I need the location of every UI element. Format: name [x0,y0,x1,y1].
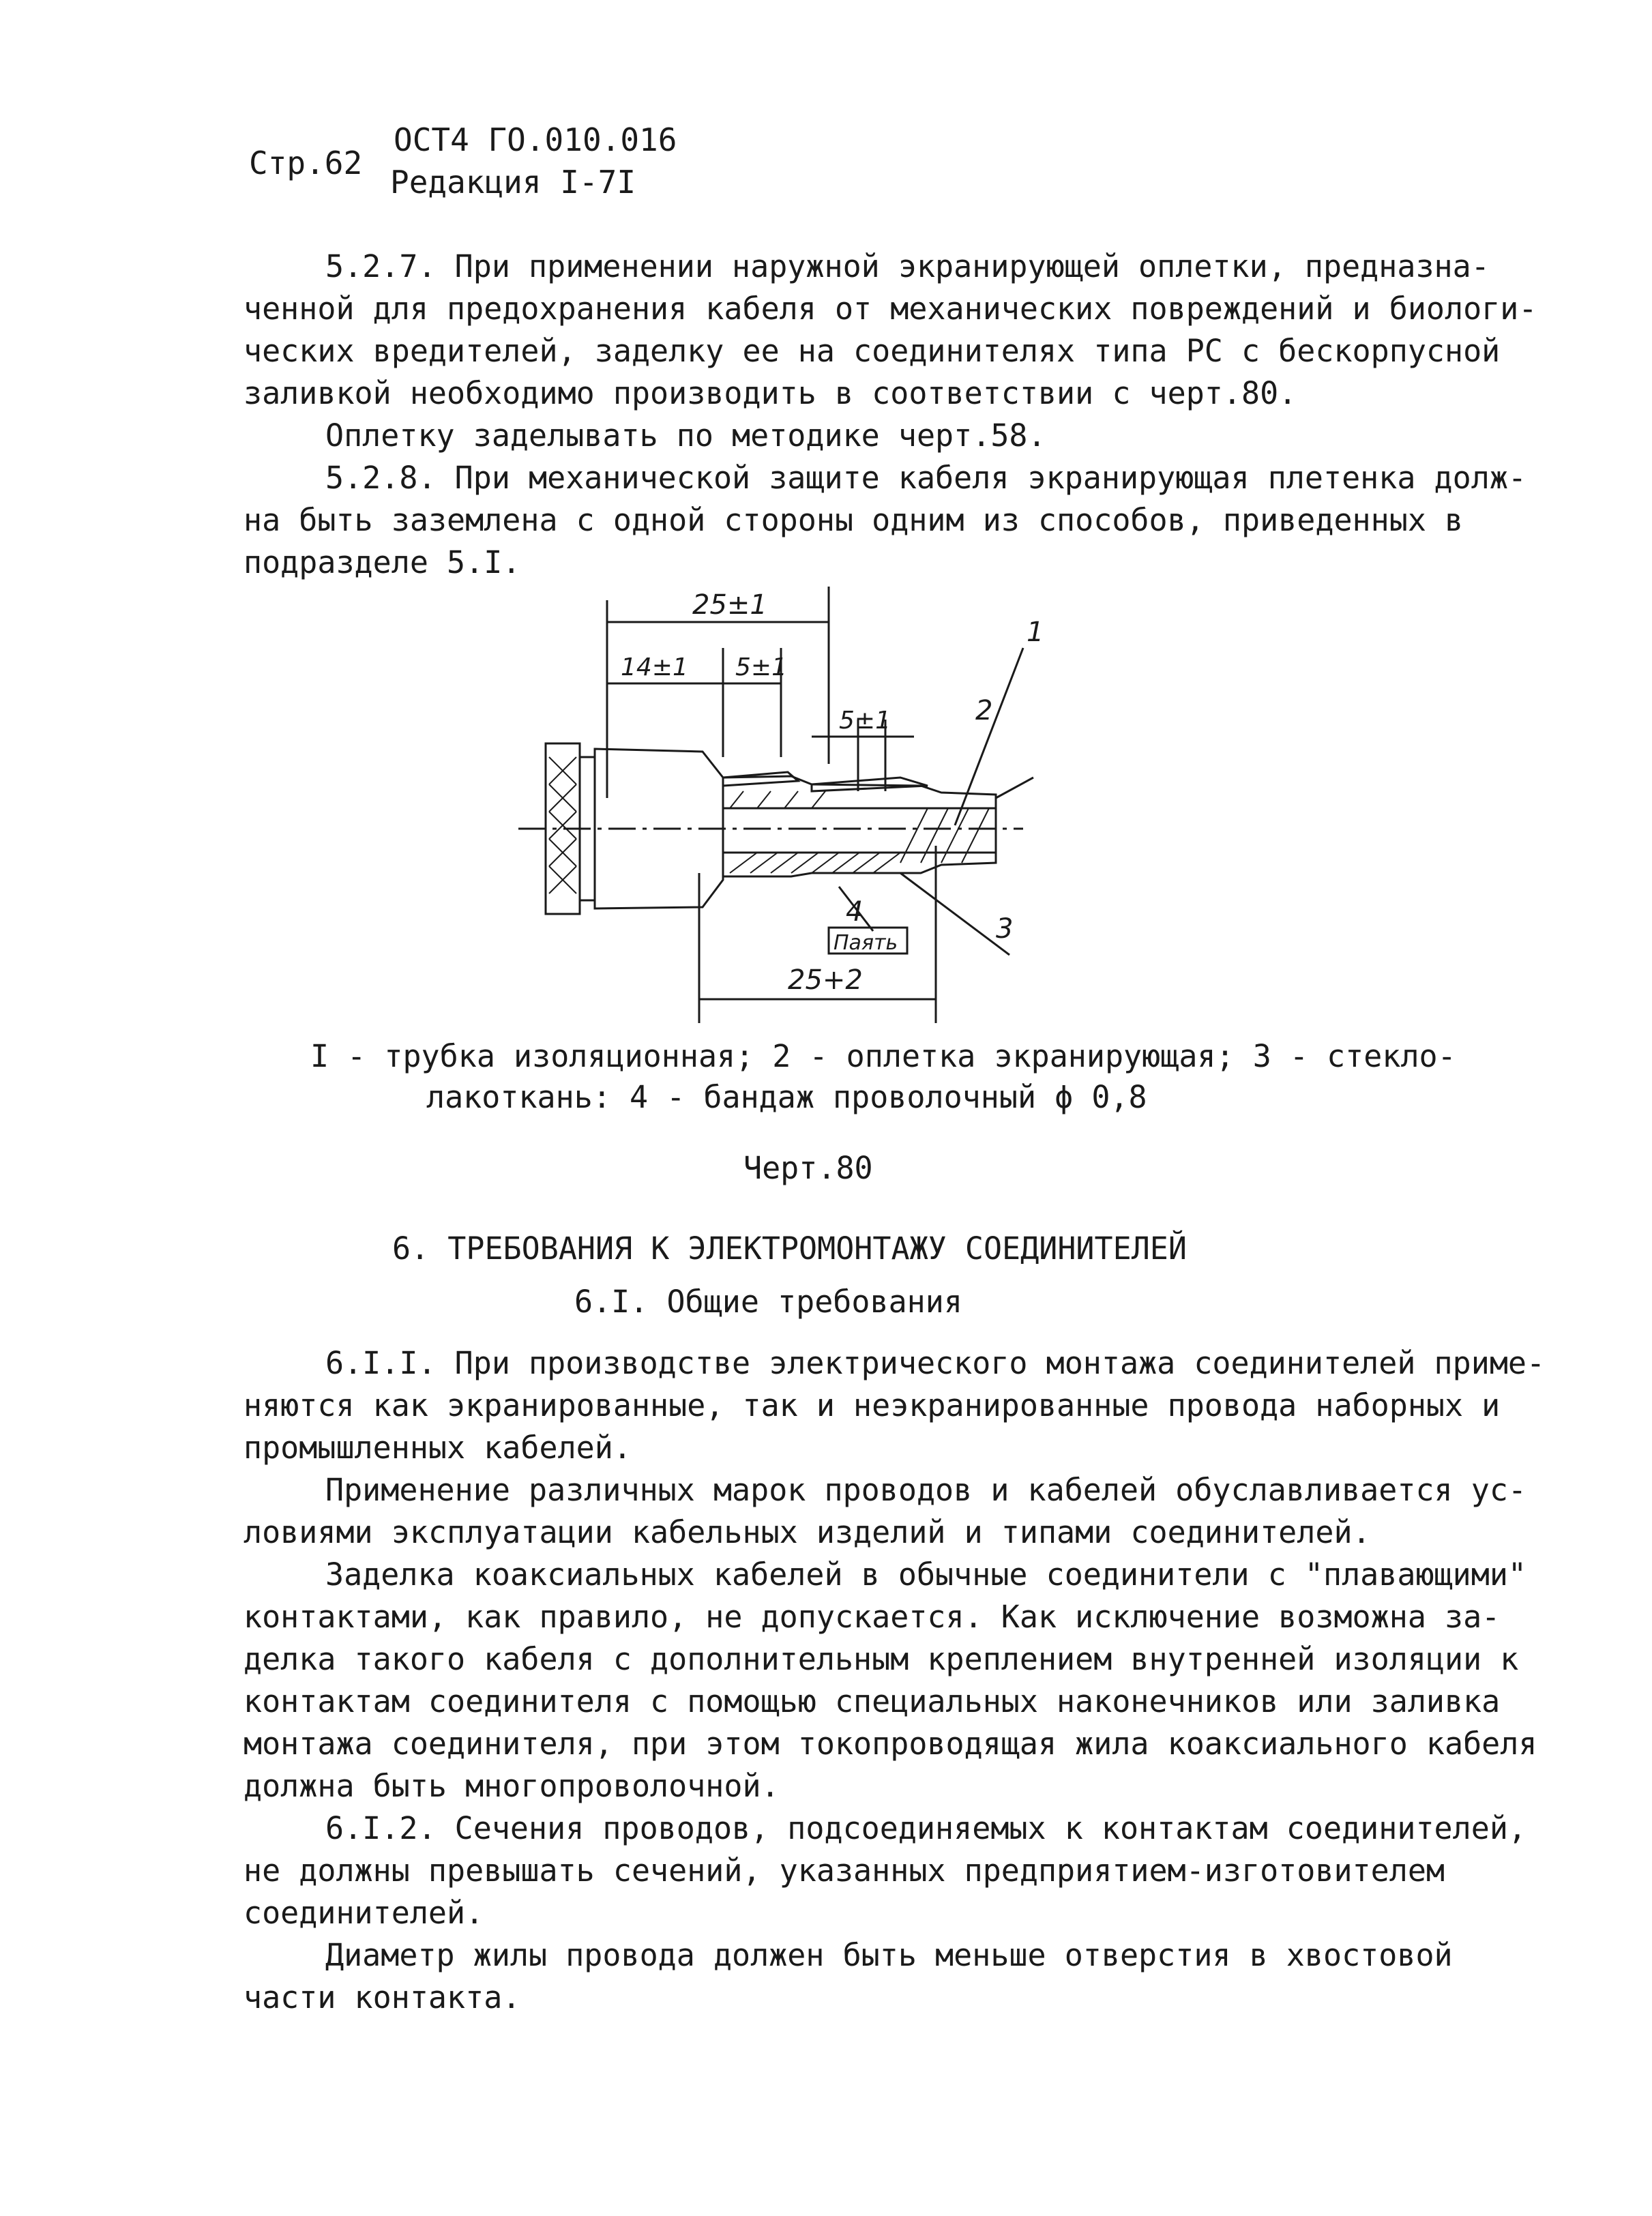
dim-5a-label: 5±1 [735,653,787,681]
text-line: контактами, как правило, не допускается. Как исключение возможна за- [244,1599,1501,1635]
text-line: заливкой необходимо производить в соответствии с черт.80. [244,375,1297,411]
callout-1: 1 [1027,617,1044,648]
text-line: не должны превышать сечений, указанных предприятием-изготовителем [244,1852,1445,1889]
text-line: 5.2.8. При механической защите кабеля экранирующая плетенка долж- [325,460,1526,496]
legend-line: лакоткань: 4 - бандаж проволочный ϕ 0,8 [426,1079,1147,1115]
standard-number: ОСТ4 ГО.010.016 [394,121,677,158]
text-line: контактам соединителя с помощью специальных наконечников или заливка [244,1683,1501,1719]
text-line: ческих вредителей, заделку ее на соединителях типа РС с бескорпусной [244,333,1501,369]
dim-5b-label: 5±1 [839,707,891,735]
text-line: подразделе 5.I. [244,544,521,580]
callout-3: 3 [996,913,1014,945]
figure-label: Черт.80 [743,1150,873,1186]
text-line: 5.2.7. При применении наружной экранирующей оплетки, предназна- [325,248,1490,284]
edition: Редакция I-7I [390,164,636,201]
dim-top-label: 25±1 [692,589,767,621]
text-line: 6.I.I. При производстве электрического монтажа соединителей приме- [325,1345,1546,1381]
text-line: промышленных кабелей. [244,1430,632,1466]
text-line: делка такого кабеля с дополнительным креплением внутренней изоляции к [244,1641,1519,1677]
text-line: монтажа соединителя, при этом токопроводящая жила коаксиального кабеля [244,1726,1537,1762]
text-line: Заделка коаксиальных кабелей в обычные соединители с "плавающими" [325,1556,1526,1593]
section-5-2-7 [244,246,1537,584]
text-line: няются как экранированные, так и неэкранированные провода наборных и [244,1387,1501,1423]
callout-2: 2 [975,695,993,726]
callout-4: 4 [846,896,864,928]
legend-line: I - трубка изоляционная; 2 - оплетка экранирующая; 3 - стекло- [310,1038,1456,1074]
text-line: Оплетку заделывать по методике черт.58. [325,417,1046,454]
text-line: части контакта. [244,1979,521,2015]
section-6-1-title: 6.I. Общие требования [574,1284,962,1320]
text-line: ловиями эксплуатации кабельных изделий и типами соединителей. [244,1514,1371,1550]
solder-label: Паять [834,931,898,955]
text-line: соединителей. [244,1895,484,1931]
dim-14-label: 14±1 [621,653,688,681]
text-line: ченной для предохранения кабеля от механических повреждений и биологи- [244,291,1537,327]
connector-drawing [518,573,1044,1044]
text-line: на быть заземлена с одной стороны одним из способов, приведенных в [244,502,1464,538]
text-line: Диаметр жилы провода должен быть меньше отверстия в хвостовой [325,1937,1453,1973]
section-6-title: 6. ТРЕБОВАНИЯ К ЭЛЕКТРОМОНТАЖУ СОЕДИНИТЕЛЕЙ [392,1230,1187,1267]
text-line: должна быть многопроволочной. [244,1768,780,1804]
dim-bottom-label: 25+2 [788,964,863,996]
text-line: Применение различных марок проводов и кабелей обуславливается ус- [325,1472,1526,1508]
section-6-1-body [244,1342,1546,2019]
text-line: 6.I.2. Сечения проводов, подсоединяемых к контактам соединителей, [325,1810,1526,1846]
page-number: Стр.62 [249,145,363,181]
